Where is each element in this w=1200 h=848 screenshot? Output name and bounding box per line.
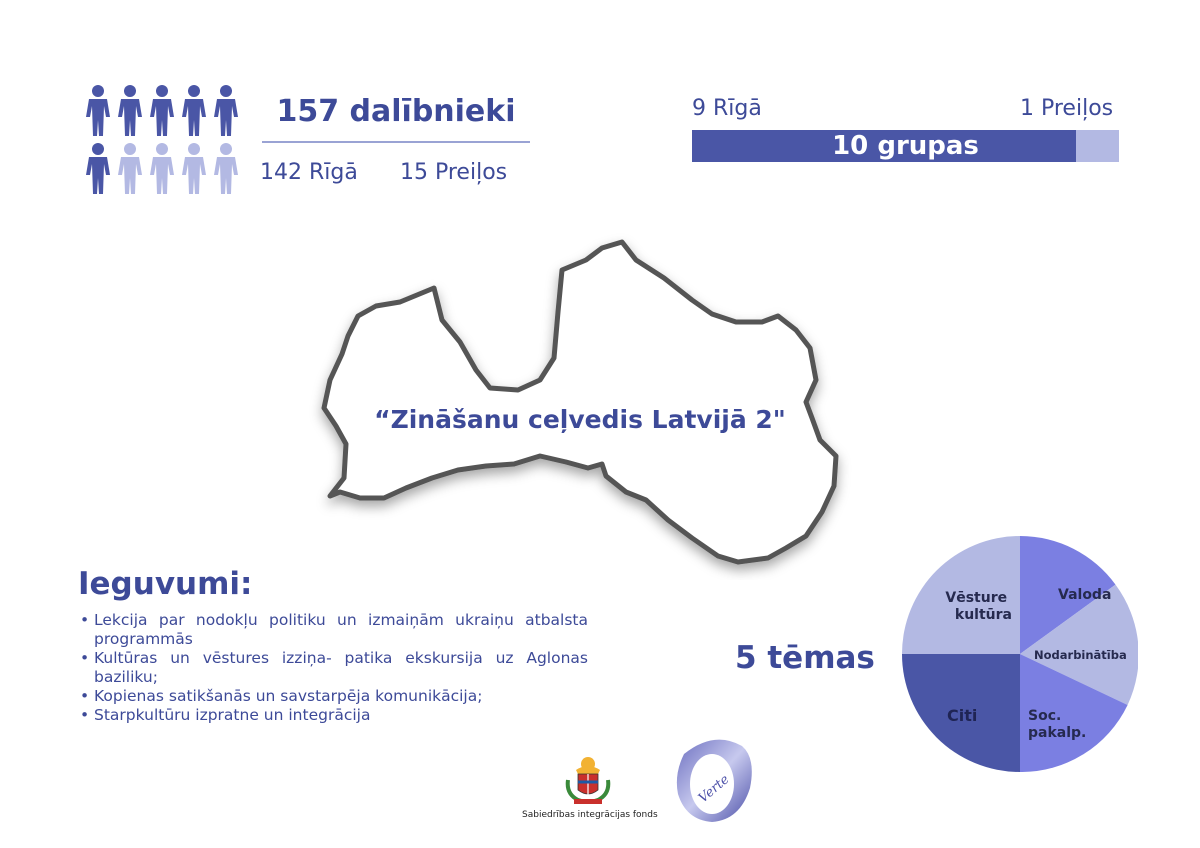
verte-logo (674, 734, 756, 824)
benefits-title: Ieguvumi: (78, 566, 253, 602)
participants-total: 157 dalībnieki (276, 94, 516, 129)
benefit-item: • Starpkultūru izpratne un integrācija (78, 706, 588, 725)
benefit-item: • Kultūras un vēstures izziņa- patika ekskursija uz Aglonas baziliku; (78, 649, 588, 687)
participants-icons (84, 84, 244, 200)
groups-preili: 1 Preiļos (1020, 96, 1114, 121)
benefits-list (78, 611, 588, 725)
pie-label-soc-pakalp: Soc. pakalp. (1028, 708, 1087, 741)
sif-caption: Sabiedrības integrācijas fonds (522, 810, 658, 820)
person-icon (214, 85, 238, 136)
participants-riga: 142 Rīgā (260, 160, 358, 185)
groups-bar (692, 130, 1119, 162)
person-icon (182, 85, 206, 136)
themes-label: 5 tēmas (735, 640, 875, 676)
divider (262, 141, 530, 143)
themes-pie (902, 536, 1138, 772)
pie-label-nodarbinatiba: Nodarbinātība (1034, 648, 1127, 662)
benefit-item: • Kopienas satikšanās un savstarpēja komunikācija; (78, 687, 588, 706)
verte-wordmark: Verte (695, 772, 733, 807)
person-icon (150, 85, 174, 136)
benefit-item: • Lekcija par nodokļu politiku un izmaiņām ukraiņu atbalsta programmās (78, 611, 588, 649)
sif-coat-of-arms-logo (562, 752, 614, 806)
participants-preili: 15 Preiļos (400, 160, 508, 185)
person-icon (86, 85, 110, 136)
pie-label-citi: Citi (947, 706, 978, 725)
person-icon (86, 143, 110, 194)
pie-label-vesture-kultura: Vēsture kultūra (945, 590, 1012, 623)
person-icon (118, 143, 142, 194)
map-title: “Zināšanu ceļvedis Latvijā 2" (374, 405, 786, 434)
groups-riga: 9 Rīgā (692, 96, 762, 121)
person-icon (182, 143, 206, 194)
person-icon (118, 85, 142, 136)
pie-label-valoda: Valoda (1058, 587, 1112, 603)
person-icon (214, 143, 238, 194)
person-icon (150, 143, 174, 194)
groups-total: 10 grupas (832, 131, 979, 161)
